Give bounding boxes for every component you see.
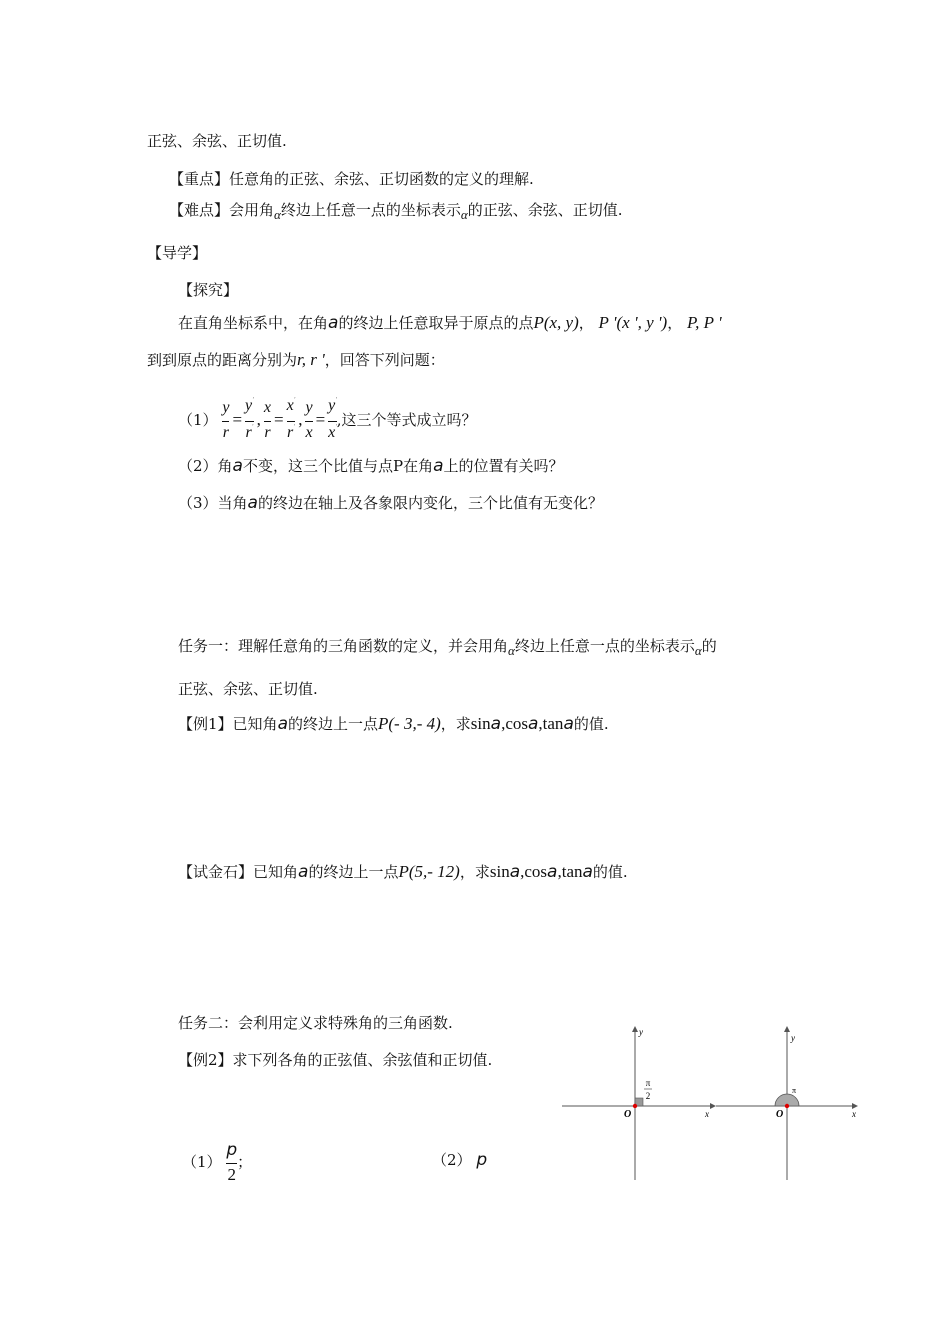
- question-3: [178, 493, 603, 513]
- question-2: [178, 456, 564, 476]
- key-point-line: [169, 169, 534, 189]
- item-tail: ；: [237, 1153, 253, 1171]
- numerator: y: [222, 398, 230, 416]
- comma: ,: [298, 410, 303, 429]
- paragraph-text: 到到原点的距离分别为: [147, 351, 298, 369]
- prime-mark: ': [293, 422, 295, 431]
- task2-title: 任务二：会利用定义求特殊角的三角函数.: [178, 1014, 453, 1032]
- prime-mark: ': [335, 422, 337, 431]
- task1-title: [178, 636, 717, 657]
- y-axis-label: y: [791, 1033, 795, 1043]
- explore-heading: 【探究】: [178, 281, 239, 299]
- angle-symbol: a: [563, 714, 574, 734]
- cos-fn: cos: [505, 714, 528, 733]
- denominator: [245, 421, 254, 444]
- example-text: 已知角: [232, 715, 278, 733]
- origin-label: O: [624, 1109, 632, 1120]
- angle-symbol: a: [232, 456, 243, 476]
- question-label: （1）: [178, 411, 218, 429]
- points-p-pprime: P, P ': [686, 313, 722, 332]
- example-text: ，求: [440, 715, 471, 733]
- prime-mark: ': [335, 395, 337, 404]
- angle-symbol: a: [277, 714, 288, 734]
- task1-title-line2: 正弦、余弦、正切值.: [178, 680, 318, 698]
- angle-label-num: π: [645, 1078, 651, 1088]
- distance-vars: r, r ': [297, 350, 325, 369]
- example-label: 【例1】: [178, 715, 233, 733]
- example-text: 的终边上一点: [287, 715, 378, 733]
- denominator: x: [305, 421, 312, 442]
- example-text: 求下列各角的正弦值、余弦值和正切值.: [232, 1051, 493, 1069]
- fraction-y-x: [305, 399, 312, 442]
- angle-label: π: [792, 1086, 797, 1095]
- numerator: y: [305, 398, 313, 416]
- numerator: [287, 397, 296, 417]
- equals-sign: =: [274, 410, 284, 429]
- origin-label: O: [776, 1109, 784, 1120]
- try-it: [178, 862, 628, 882]
- point-p-prime: P '(x ', y '): [598, 313, 668, 332]
- sin-fn: sin: [470, 714, 491, 733]
- angle-symbol: a: [433, 456, 444, 476]
- sin-fn: sin: [489, 862, 510, 881]
- denominator: [287, 421, 296, 444]
- origin-point: [633, 1104, 637, 1108]
- graph-half-pi: [560, 1022, 720, 1182]
- question-text: ,这三个等式成立吗？: [336, 411, 477, 429]
- task-text: 任务一：理解任意角的三角函数的定义，并会用角: [178, 637, 509, 655]
- task-text: 的: [701, 637, 717, 655]
- key-text: 任意角的正弦、余弦、正切函数的定义的理解.: [229, 170, 534, 188]
- angle-symbol: a: [527, 714, 539, 734]
- denominator-var: x: [328, 423, 336, 441]
- example-label: 【例2】: [178, 1051, 233, 1069]
- diff-text: 终边上任意一点的坐标表示: [280, 201, 461, 219]
- angle-symbol: a: [509, 862, 521, 882]
- example-1: [178, 714, 609, 734]
- fraction-yp-xp: [328, 397, 337, 444]
- example-text: 已知角: [253, 863, 299, 881]
- paragraph-text: ，回答下列问题：: [324, 351, 445, 369]
- graph-pi: [712, 1022, 872, 1182]
- key-label: 【重点】: [169, 170, 230, 188]
- numerator: p: [226, 1139, 238, 1160]
- question-text: （3）当角: [178, 494, 248, 512]
- alpha-symbol: α: [508, 643, 515, 658]
- equals-sign: =: [232, 410, 243, 429]
- alpha-symbol: α: [460, 207, 468, 222]
- try-label: 【试金石】: [178, 863, 254, 881]
- question-1: [178, 396, 477, 442]
- fraction-yp-rp: [245, 397, 254, 444]
- numerator: [328, 397, 337, 417]
- explore-paragraph-line1: 在直角坐标系中，在角a的终边上任意取异于原点的点P(x, y)， P '(x ', y ')， P, P ': [178, 313, 722, 333]
- comma: ,: [520, 862, 525, 881]
- fraction-pi-over-2: [226, 1141, 237, 1184]
- fraction-y-r: [222, 399, 229, 442]
- question-text: 不变，这三个比值与点P在角: [242, 457, 434, 475]
- example-text: 的值.: [592, 863, 628, 881]
- equals-sign: =: [315, 410, 326, 429]
- numerator-var: y: [245, 396, 253, 414]
- comma: ,: [501, 714, 506, 733]
- prime-mark: ': [251, 422, 254, 431]
- point-p: P(x, y): [533, 313, 579, 332]
- angle-symbol: a: [547, 862, 558, 882]
- question-text: （2）角: [178, 457, 233, 475]
- paragraph-text: 的终边上任意取异于原点的点: [338, 314, 534, 332]
- fraction-xp-rp: [287, 397, 296, 444]
- item-label: （1）: [182, 1153, 222, 1171]
- x-axis-label: x: [852, 1109, 856, 1119]
- point-coordinates: P(- 3,- 4): [378, 714, 441, 733]
- numerator: x: [263, 398, 271, 416]
- denominator: 2: [227, 1164, 236, 1184]
- angle-symbol: a: [582, 862, 593, 882]
- task-text: 终边上任意一点的坐标表示: [514, 637, 695, 655]
- diff-text: 会用角: [229, 201, 275, 219]
- angle-symbol: a: [490, 714, 502, 734]
- numerator-var: y: [328, 396, 336, 414]
- alpha-symbol: α: [274, 207, 281, 222]
- guide-heading: 【导学】: [147, 244, 208, 262]
- alpha-symbol: α: [694, 643, 702, 658]
- question-text: 上的位置有关吗？: [443, 457, 564, 475]
- item-2: [432, 1150, 487, 1170]
- question-text: 的终边在轴上及各象限内变化，三个比值有无变化？: [257, 494, 603, 512]
- difficulty-line: [169, 200, 622, 221]
- diff-text: 的正弦、余弦、正切值.: [467, 201, 623, 219]
- intro-line: 正弦、余弦、正切值.: [147, 132, 287, 150]
- tan-fn: tan: [561, 862, 583, 881]
- y-axis-label: y: [639, 1027, 643, 1037]
- item-1: [182, 1138, 252, 1184]
- origin-point: [785, 1104, 789, 1108]
- item-label: （2）: [432, 1151, 472, 1169]
- diff-label: 【难点】: [169, 201, 230, 219]
- prime-mark: ': [293, 395, 296, 404]
- numerator: [245, 397, 254, 417]
- paragraph-text: 在直角坐标系中，在角: [178, 314, 329, 332]
- fraction-x-r: [264, 399, 271, 442]
- angle-symbol: a: [328, 313, 339, 333]
- prime-mark: ': [252, 395, 254, 404]
- angle-label-den: 2: [645, 1091, 651, 1101]
- x-axis-label: x: [705, 1109, 709, 1119]
- denominator-var: r: [245, 423, 252, 441]
- denominator-var: r: [287, 423, 294, 441]
- example-2: [178, 1050, 492, 1070]
- example-text: 的值.: [573, 715, 609, 733]
- pi-symbol: p: [476, 1150, 488, 1170]
- numerator-var: x: [286, 396, 294, 414]
- y-axis-arrow-icon: [784, 1026, 790, 1032]
- comma: ,: [538, 714, 543, 733]
- denominator: r: [264, 421, 271, 442]
- example-text: ，求: [459, 863, 490, 881]
- denominator: [328, 421, 337, 444]
- comma: ,: [557, 862, 562, 881]
- tan-fn: tan: [542, 714, 564, 733]
- comma: ,: [256, 410, 261, 429]
- point-coordinates: P(5,- 12): [398, 862, 460, 881]
- angle-symbol: a: [298, 862, 309, 882]
- example-text: 的终边上一点: [308, 863, 399, 881]
- angle-symbol: a: [247, 493, 258, 513]
- explore-paragraph-line2: [147, 350, 445, 370]
- cos-fn: cos: [524, 862, 548, 881]
- y-axis-arrow-icon: [632, 1026, 638, 1032]
- denominator: r: [222, 421, 229, 442]
